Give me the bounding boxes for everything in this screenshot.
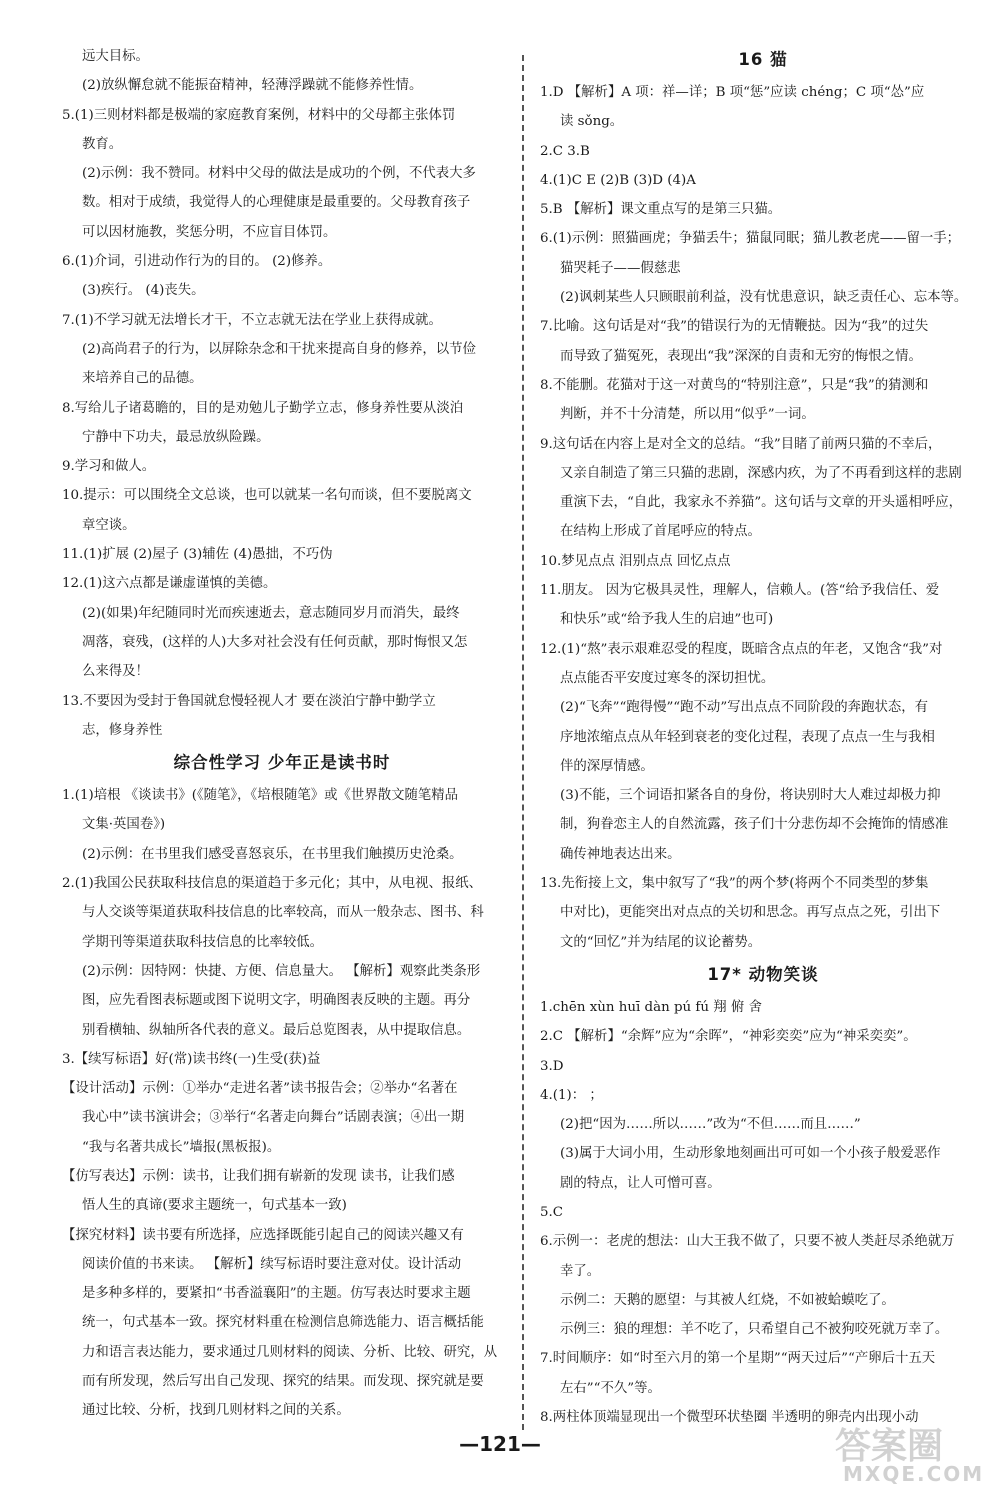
watermark-url: MXQE.COM xyxy=(843,1462,985,1486)
answer-line: 别看横轴、纵轴所各代表的意义。最后总览图表，从中提取信息。 xyxy=(82,1022,471,1038)
answer-line: 点点能否平安度过寒冬的深切担忧。 xyxy=(560,670,775,686)
left-column xyxy=(62,42,502,1426)
answer-line: 文的“回忆”并为结尾的议论蓄势。 xyxy=(560,934,762,950)
answer-line: 1.chēn xùn huī dàn pú fú 翔 俯 舍 xyxy=(540,999,762,1015)
answer-line: 教育。 xyxy=(82,136,123,152)
answer-line: 8.两柱体顶端显现出一个微型环状垫圈 半透明的卵壳内出现小动 xyxy=(540,1410,919,1426)
right-column xyxy=(540,42,986,1432)
answer-line: (2)“飞奔”“跑得慢”“跑不动”写出点点不同阶段的奔跑状态，有 xyxy=(560,700,929,716)
section-heading: 17* 动物笑谈 xyxy=(707,964,819,984)
answer-line: 2.C 【解析】“余辉”应为“余晖”，“神彩奕奕”应为“神采奕奕”。 xyxy=(540,1029,917,1045)
answer-line: (3)属于大词小用，生动形象地刻画出可可如一个小孩子般爱恶作 xyxy=(560,1146,941,1162)
answer-line: 确传神地表达出来。 xyxy=(560,846,681,862)
answer-line: 9.学习和做人。 xyxy=(62,459,156,475)
answer-line: 8.写给儿子诸葛瞻的，目的是劝勉儿子勤学立志，修身养性要从淡泊 xyxy=(62,400,464,416)
answer-line: 【探究材料】读书要有所选择，应选择既能引起自己的阅读兴趣又有 xyxy=(62,1227,464,1243)
answer-line: 数。相对于成绩，我觉得人的心理健康是最重要的。父母教育孩子 xyxy=(82,195,471,211)
answer-line: 3.D xyxy=(540,1058,564,1074)
answer-line: 图，应先看图表标题或图下说明文字，明确图表反映的主题。再分 xyxy=(82,993,471,1009)
section-heading: 综合性学习 少年正是读书时 xyxy=(173,753,391,773)
answer-line: (2)把“因为……所以……”改为“不但……而且……” xyxy=(560,1117,861,1133)
answer-line: (2)(如果)年纪随同时光而疾速逝去，意志随同岁月而消失，最终 xyxy=(82,605,460,621)
answer-line: (2)示例：在书里我们感受喜怒哀乐，在书里我们触摸历史沧桑。 xyxy=(82,846,463,862)
answer-line: 9.这句话在内容上是对全文的总结。“我”目睹了前两只猫的不幸后， xyxy=(540,436,942,452)
answer-line: (2)示例：因特网：快捷、方便、信息量大。 【解析】观察此类条形 xyxy=(82,963,481,979)
answer-line: 6.(1)示例：照猫画虎；争猫丢牛；猫鼠同眠；猫儿教老虎——留一手； xyxy=(540,231,961,247)
answer-line: 剧的特点，让人可憎可喜。 xyxy=(560,1175,721,1191)
answer-line: 我心中”读书演讲会；③举行“名著走向舞台”话剧表演；④出一期 xyxy=(82,1110,465,1126)
answer-line: 示例二：天鹅的愿望：与其被人红烧，不如被蛤蟆吃了。 xyxy=(560,1292,895,1308)
answer-line: 7.时间顺序：如“时至六月的第一个星期”“两天过后”“产卵后十五天 xyxy=(540,1351,936,1367)
answer-line: 10.梦见点点 泪别点点 回忆点点 xyxy=(540,553,731,569)
answer-line: 远大目标。 xyxy=(82,49,149,64)
answer-line: 猫哭耗子——假慈悲 xyxy=(560,260,681,276)
answer-line: 而导致了猫冤死，表现出“我”深深的自责和无穷的悔恨之情。 xyxy=(560,348,922,364)
answer-line: (2)讽刺某些人只顾眼前利益，没有忧患意识，缺乏责任心、忘本等。 xyxy=(560,290,968,306)
answer-line: 宁静中下功夫，最忌放纵险躁。 xyxy=(82,429,270,445)
answer-line: 阅读价值的书来读。 【解析】续写标语时要注意对仗。设计活动 xyxy=(82,1256,462,1272)
answer-line: (3)疾行。 (4)丧失。 xyxy=(82,283,205,299)
answer-line: 统一，句式基本一致。探究材料重在检测信息筛选能力、语言概括能 xyxy=(82,1315,484,1331)
answer-line: 可以因材施教，奖惩分明，不应盲目体罚。 xyxy=(82,224,337,240)
answer-line: 2.C 3.B xyxy=(540,143,590,159)
answer-line: 6.(1)介词，引进动作行为的目的。 (2)修养。 xyxy=(62,254,332,270)
answer-line: 1.D 【解析】A 项：祥—详；B 项“惩”应读 chéng；C 项“怂”应 xyxy=(540,85,925,100)
answer-line: 2.(1)我国公民获取科技信息的渠道趋于多元化；其中，从电视、报纸、 xyxy=(62,876,483,892)
answer-line: 12.(1)“熬”表示艰难忍受的程度，既暗含点点的年老，又饱含“我”对 xyxy=(540,641,943,657)
answer-line: 4.(1)： ； xyxy=(540,1087,603,1103)
section-heading: 16 猫 xyxy=(738,50,788,69)
answer-line: (3)不能，三个词语扣紧各自的身份，将诀别时大人难过却极力抑 xyxy=(560,788,941,804)
answer-line: 左右”“不久”等。 xyxy=(560,1380,661,1396)
answer-line: 来培养自己的品德。 xyxy=(82,371,203,387)
answer-line: 10.提示：可以围绕全文总谈，也可以就某一名句而谈，但不要脱离文 xyxy=(62,488,472,504)
answer-line: 12.(1)这六点都是谦虚谨慎的美德。 xyxy=(62,576,277,592)
column-divider xyxy=(522,55,524,1430)
answer-line: 重演下去，“自此，我家永不养猫”。这句话与文章的开头遥相呼应， xyxy=(560,495,963,511)
answer-line: (2)示例：我不赞同。材料中父母的做法是成功的个例，不代表大多 xyxy=(82,166,476,182)
answer-line: 志，修身养性 xyxy=(82,722,163,738)
answer-line: 5.C xyxy=(540,1204,564,1220)
answer-line: 8.不能删。花猫对于这一对黄鸟的“特别注意”，只是“我”的猜测和 xyxy=(540,377,929,393)
answer-line: 么来得及！ xyxy=(82,664,149,680)
answer-line: 文集·英国卷》) xyxy=(82,817,166,833)
answer-line: 凋落，衰残，(这样的人)大多对社会没有任何贡献，那时悔恨又怎 xyxy=(82,634,468,650)
answer-line: 通过比较、分析，找到几则材料之间的关系。 xyxy=(82,1403,350,1419)
answer-line: 幸了。 xyxy=(560,1263,601,1279)
answer-line: (2)放纵懈怠就不能振奋精神，轻薄浮躁就不能修养性情。 xyxy=(82,78,423,94)
answer-line: 是多种多样的，要紧扣“书香溢襄阳”的主题。仿写表达时要求主题 xyxy=(82,1286,471,1302)
answer-line: 5.B 【解析】课文重点写的是第三只猫。 xyxy=(540,202,782,218)
answer-line: 悟人生的真谛(要求主题统一，句式基本一致) xyxy=(82,1198,347,1214)
answer-line: 和快乐”或“给予我人生的启迪”也可) xyxy=(560,612,774,628)
watermark-text: 答案圈 xyxy=(835,1426,944,1467)
answer-line: 【仿写表达】示例：读书，让我们拥有崭新的发现 读书，让我们感 xyxy=(62,1168,455,1184)
answer-line: 1.(1)培根 《谈读书》(《随笔》，《培根随笔》或《世界散文随笔精品 xyxy=(62,788,459,804)
answer-line: 3.【续写标语】好(常)读书终(一)生受(获)益 xyxy=(62,1051,321,1067)
answer-line: 又亲自制造了第三只猫的悲剧，深感内疚，为了不再看到这样的悲剧 xyxy=(560,465,962,481)
answer-line: 13.不要因为受封于鲁国就怠慢轻视人才 要在淡泊宁静中勤学立 xyxy=(62,693,436,709)
answer-line: 读 sǒng。 xyxy=(560,114,624,130)
answer-line: “我与名著共成长”墙报(黑板报)。 xyxy=(82,1139,281,1155)
answer-line: 判断，并不十分清楚，所以用“似乎”一词。 xyxy=(560,407,815,423)
answer-line: (2)高尚君子的行为，以屏除杂念和干扰来提高自身的修养，以节俭 xyxy=(82,341,476,357)
answer-line: 章空谈。 xyxy=(82,517,136,533)
answer-line: 中对比)，更能突出对点点的关切和思念。再写点点之死，引出下 xyxy=(560,905,941,921)
answer-line: 11.朋友。 因为它极具灵性，理解人，信赖人。(答“给予我信任、爱 xyxy=(540,583,940,599)
answer-line: 5.(1)三则材料都是极端的家庭教育案例，材料中的父母都主张体罚 xyxy=(62,107,456,123)
answer-line: 与人交谈等渠道获取科技信息的比率较高，而从一般杂志、图书、科 xyxy=(82,905,484,921)
answer-line: 伴的深厚情感。 xyxy=(560,758,654,774)
answer-line: 11.(1)扩展 (2)屋子 (3)辅佐 (4)愚拙，不巧伪 xyxy=(62,547,333,563)
answer-line: 4.(1)C E (2)B (3)D (4)A xyxy=(540,172,696,188)
answer-line: 6.示例一：老虎的想法：山大王我不做了，只要不被人类赶尽杀绝就万 xyxy=(540,1234,955,1250)
answer-line: 力和语言表达能力，要求通过几则材料的阅读、分析、比较、研究，从 xyxy=(82,1344,498,1360)
answer-line: 学期刊等渠道获取科技信息的比率较低。 xyxy=(82,934,324,950)
answer-line: 序地浓缩点点从年轻到衰老的变化过程，表现了点点一生与我相 xyxy=(560,729,935,745)
answer-line: 【设计活动】示例：①举办“走进名著”读书报告会；②举办“名著在 xyxy=(62,1081,458,1097)
answer-line: 7.比喻。这句话是对“我”的错误行为的无情鞭挞。因为“我”的过失 xyxy=(540,319,929,335)
answer-line: 在结构上形成了首尾呼应的特点。 xyxy=(560,524,761,540)
answer-line: 7.(1)不学习就无法增长才干，不立志就无法在学业上获得成就。 xyxy=(62,312,442,328)
answer-line: 示例三：狼的理想：羊不吃了，只希望自己不被狗咬死就万幸了。 xyxy=(560,1322,949,1338)
answer-line: 13.先衔接上文，集中叙写了“我”的两个梦(将两个不同类型的梦集 xyxy=(540,876,929,892)
page-number: —121— xyxy=(459,1432,541,1456)
answer-line: 而有所发现，然后写出自己发现、探究的结果。而发现、探究就是要 xyxy=(82,1374,484,1390)
answer-line: 制，狗眷恋主人的自然流露，孩子们十分悲伤却不会掩饰的情感准 xyxy=(560,817,949,833)
